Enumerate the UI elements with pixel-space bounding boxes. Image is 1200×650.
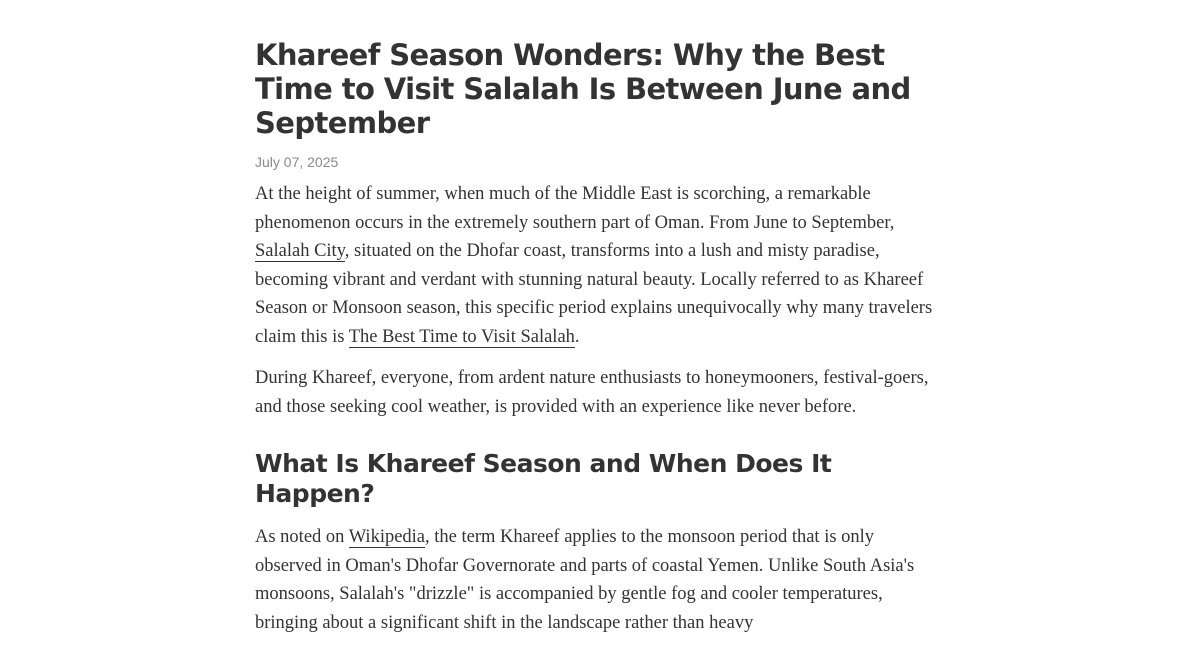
intro-text-3: . [574, 326, 580, 347]
wikipedia-link[interactable]: Wikipedia [348, 527, 426, 547]
wikipedia-text-1: As noted on [255, 527, 349, 547]
best-time-to-visit-link[interactable]: The Best Time to Visit Salalah [348, 326, 575, 347]
khareef-experience-paragraph: During Khareef, everyone, from ardent nature enthusiasts to honeymooners, festival-goers, and those seeking cool weather, is provided with an experience like never before. [255, 368, 929, 417]
article-title: Khareef Season Wonders: Why the Best Time to Visit Salalah Is Between June and September [255, 38, 911, 140]
salalah-city-link[interactable]: Salalah City [255, 241, 345, 261]
article [255, 38, 945, 650]
wikipedia-text-2: , the term Khareef applies to the monsoon period that is only observed in Oman's Dhofar Governorate and parts of coastal Yemen. Unlike South Asia's monsoons, Salalah's "drizzle" is accompanied by gentle fog and cooler temperatures, bringing about a significant shift in the landscape rather than heavy [255, 527, 915, 633]
intro-text-2: , situated on the Dhofar coast, transforms into a lush and misty paradise, becoming vibrant and verdant with stunning natural beauty. Locally referred to as Khareef Season or Monsoon season, this specific period explains unequivocally why many travelers claim this is [255, 241, 933, 347]
intro-text-1: At the height of summer, when much of the Middle East is scorching, a remarkable phenomenon occurs in the extremely southern part of Oman. From June to September, [255, 184, 895, 233]
wikipedia-paragraph [255, 523, 945, 637]
section-heading: What Is Khareef Season and When Does It Happen? [255, 449, 832, 508]
intro-paragraph [255, 180, 945, 351]
publish-date: July 07, 2025 [255, 154, 339, 170]
